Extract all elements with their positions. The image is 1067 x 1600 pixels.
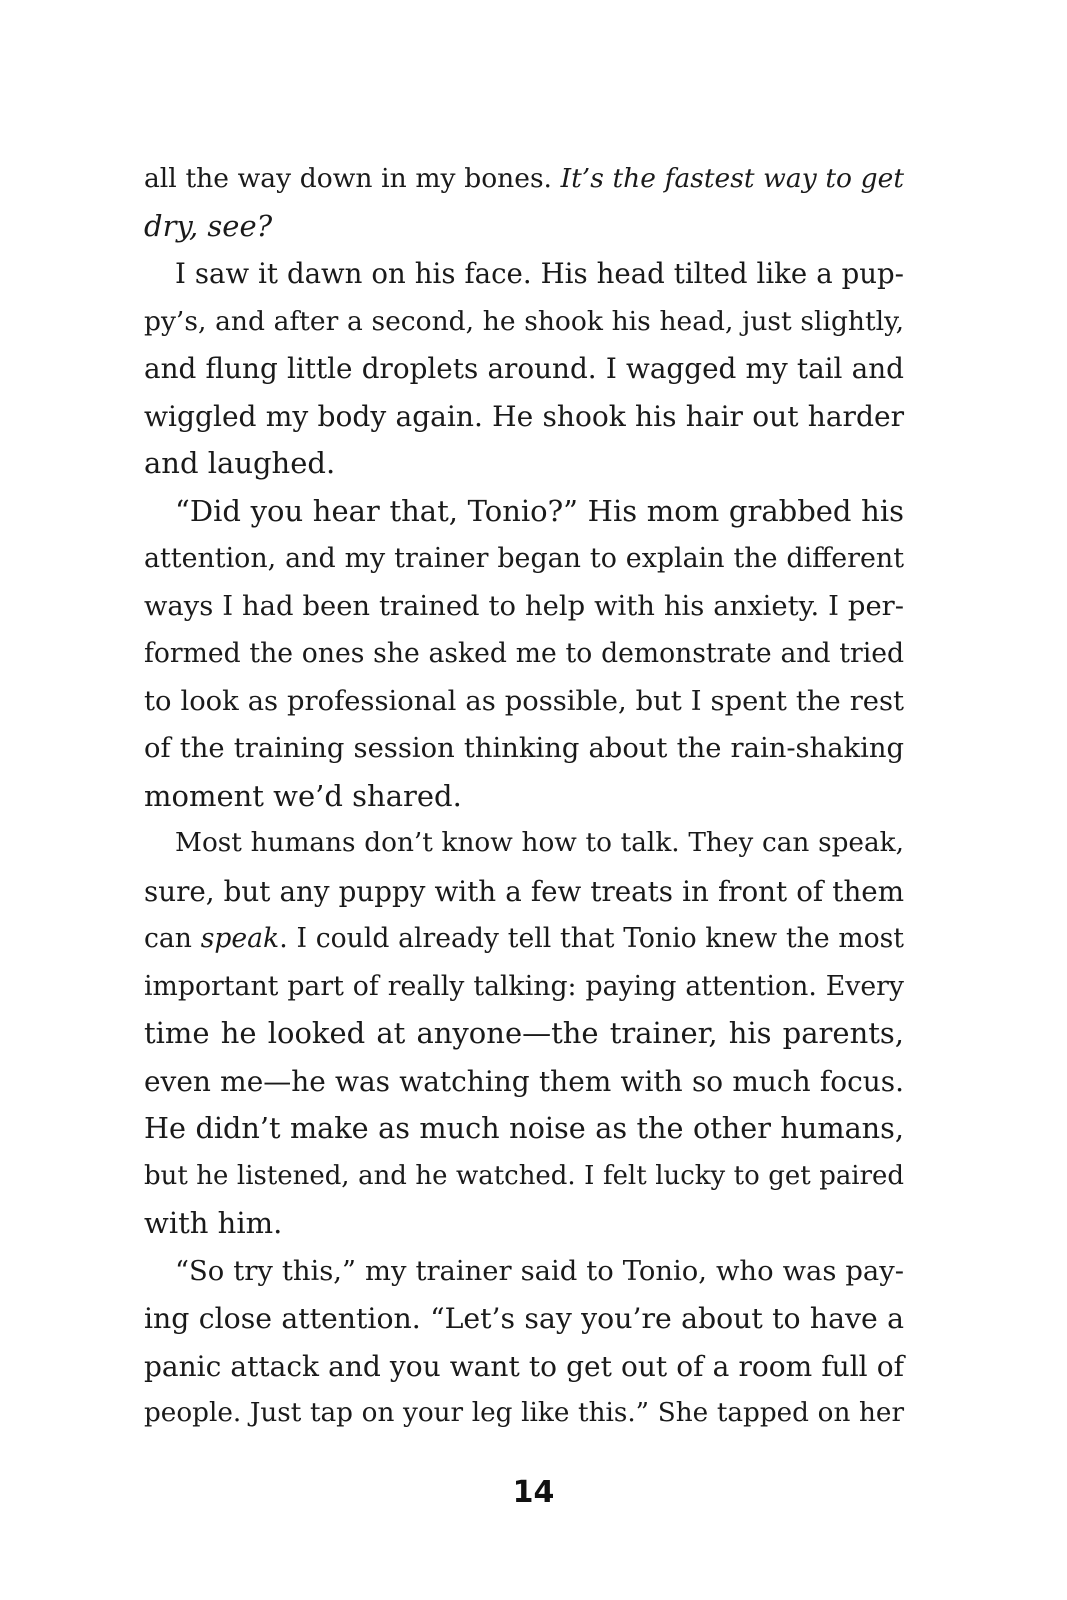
text-run: ing close attention. “Let’s say you’re about to have a — [144, 1302, 904, 1335]
text-run: I saw it dawn on his face. His head tilted like a pup- — [175, 257, 904, 290]
text-line — [144, 773, 904, 821]
paragraph — [144, 155, 904, 250]
text-run: py’s, and after a second, he shook his head, just slightly, — [144, 305, 904, 337]
text-line — [144, 440, 904, 488]
paragraph — [144, 250, 904, 488]
text-line — [144, 725, 904, 773]
text-run: panic attack and you want to get out of a room full of — [144, 1349, 904, 1383]
text-run: “Did you hear that, Tonio?” His mom grabbed his — [175, 493, 904, 528]
text-run: sure, but any puppy with a few treats in front of them — [144, 874, 904, 908]
text-run: and laughed. — [144, 446, 336, 480]
text-line — [144, 393, 904, 441]
text-line — [144, 1343, 904, 1391]
text-line — [144, 488, 904, 536]
text-line — [144, 1105, 904, 1153]
italic-text: speak — [200, 923, 280, 954]
text-run: important part of really talking: paying attention. Every — [144, 970, 904, 1002]
text-run: attention, and my trainer began to explain the different — [144, 543, 904, 574]
text-run: to look as professional as possible, but I spent the rest — [144, 685, 904, 717]
text-run: all the way down in my bones. — [144, 163, 561, 194]
text-run: and flung little droplets around. I wagged my tail and — [144, 352, 904, 385]
text-line — [144, 1010, 904, 1058]
text-run: formed the ones she asked me to demonstrate and tried — [144, 638, 904, 669]
text-run: ways I had been trained to help with his anxiety. I per- — [144, 590, 904, 622]
italic-text: It’s the fastest way to get — [560, 163, 904, 194]
page-number: 14 — [512, 1475, 555, 1510]
text-line — [144, 963, 904, 1011]
text-line — [144, 678, 904, 726]
text-line — [144, 820, 904, 868]
text-run: but he listened, and he watched. I felt lucky to get paired — [144, 1160, 904, 1191]
text-run: even me—he was watching them with so much focus. — [144, 1064, 904, 1098]
paragraph — [144, 820, 904, 1248]
text-line — [144, 915, 904, 963]
text-line — [144, 1058, 904, 1106]
text-line — [144, 583, 904, 631]
italic-text: dry, see? — [144, 208, 273, 243]
text-run: with him. — [144, 1206, 283, 1240]
text-run: moment we’d shared. — [144, 778, 462, 813]
text-line — [144, 630, 904, 678]
text-run: time he looked at anyone—the trainer, his parents, — [144, 1016, 904, 1050]
text-run: can — [144, 923, 201, 954]
paragraph — [144, 488, 904, 821]
text-run: Most humans don’t know how to talk. They can speak, — [175, 828, 904, 858]
paragraph — [144, 1248, 904, 1438]
body-text — [144, 155, 904, 1438]
text-line — [144, 298, 904, 346]
text-line — [144, 203, 904, 251]
text-line — [144, 1248, 904, 1296]
text-run: of the training session thinking about the rain-shaking — [144, 733, 904, 764]
text-line — [144, 1295, 904, 1343]
text-line — [144, 1390, 904, 1438]
text-line — [144, 250, 904, 298]
text-line — [144, 1153, 904, 1201]
text-line — [144, 155, 904, 203]
text-line — [144, 535, 904, 583]
text-line — [144, 345, 904, 393]
text-run: people. Just tap on your leg like this.” She tapped on her — [144, 1398, 904, 1428]
text-line — [144, 868, 904, 916]
text-run: He didn’t make as much noise as the other humans, — [144, 1111, 904, 1145]
text-run: . I could already tell that Tonio knew the most — [279, 923, 904, 954]
text-run: wiggled my body again. He shook his hair out harder — [144, 399, 904, 433]
text-run: “So try this,” my trainer said to Tonio, who was pay- — [175, 1255, 904, 1287]
text-line — [144, 1200, 904, 1248]
